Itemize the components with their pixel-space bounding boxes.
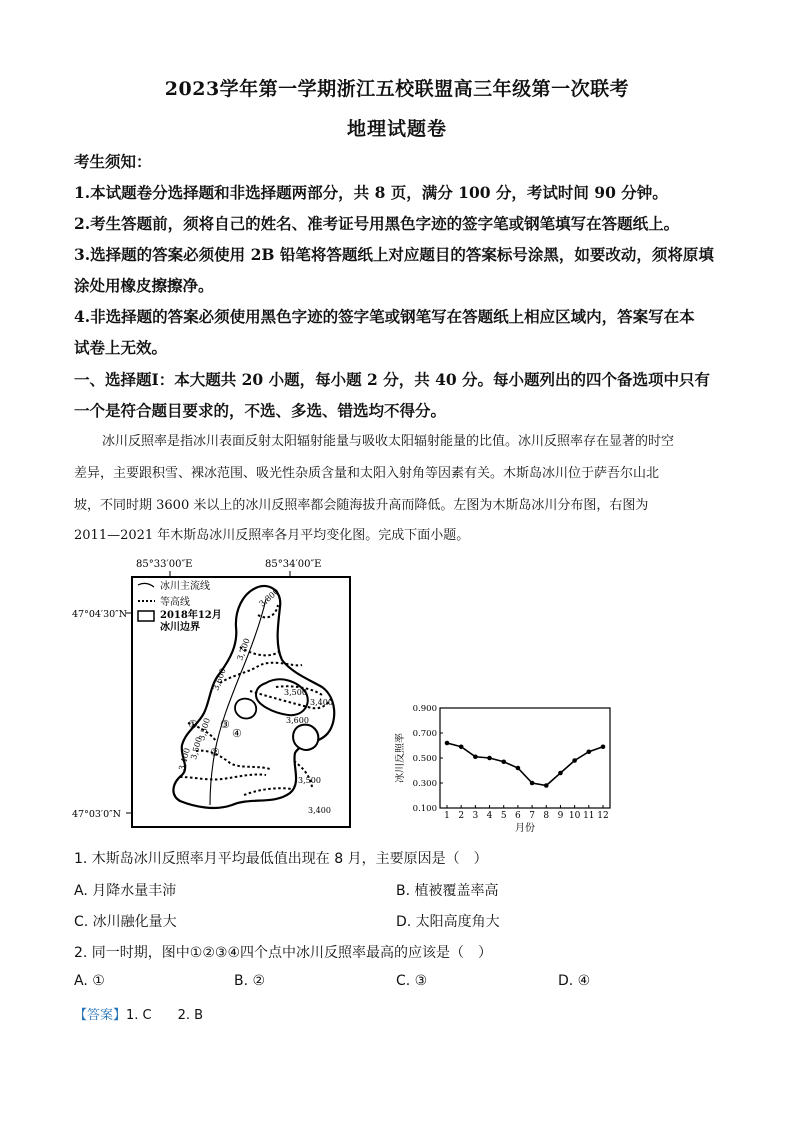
exam-title: 2023学年第一学期浙江五校联盟高三年级第一次联考 bbox=[164, 78, 630, 100]
x-tick-label: 7 bbox=[529, 811, 535, 821]
question-2-stem: 2. 同一时期，图中①②③④四个点中冰川反照率最高的应该是（ ） bbox=[74, 945, 493, 961]
question-2-option-d[interactable]: D. ④ bbox=[558, 973, 591, 989]
x-tick-label: 11 bbox=[583, 811, 595, 821]
map-lat-top: 47°04′30″N bbox=[72, 609, 128, 620]
svg-text:3,500: 3,500 bbox=[197, 717, 212, 742]
albedo-point bbox=[601, 744, 606, 749]
y-tick-label: 0.900 bbox=[412, 704, 437, 714]
x-tick-label: 12 bbox=[597, 811, 609, 821]
question-2-option-b[interactable]: B. ② bbox=[234, 973, 266, 989]
x-tick-label: 6 bbox=[515, 811, 521, 821]
albedo-point bbox=[516, 766, 521, 771]
x-tick-label: 1 bbox=[444, 811, 450, 821]
question-1-option-d[interactable]: D. 太阳高度角大 bbox=[396, 914, 500, 930]
albedo-series-line bbox=[447, 743, 603, 786]
albedo-point bbox=[501, 759, 506, 764]
answer-label: 【答案】 bbox=[74, 1008, 127, 1023]
svg-text:3,500: 3,500 bbox=[189, 736, 204, 761]
x-tick-label: 10 bbox=[568, 811, 581, 821]
x-tick-label: 5 bbox=[500, 811, 507, 821]
passage-line-3: 坡，不同时期 3600 米以上的冰川反照率都会随海拔升高而降低。左图为木斯岛冰川分布图，右图为 bbox=[74, 498, 649, 513]
notice-item-2: 2.考生答题前，须将自己的姓名、准考证号用黑色字迹的签字笔或钢笔填写在答题纸上。 bbox=[74, 214, 680, 233]
albedo-point bbox=[459, 744, 464, 749]
notice-item-4-cont: 试卷上无效。 bbox=[74, 338, 168, 357]
question-1-option-c[interactable]: C. 冰川融化量大 bbox=[74, 914, 177, 930]
svg-text:3,400: 3,400 bbox=[308, 806, 331, 815]
x-tick-label: 8 bbox=[543, 811, 550, 821]
notice-item-1: 1.本试题卷分选择题和非选择题两部分，共 8 页，满分 100 分，考试时间 90 分钟。 bbox=[74, 183, 668, 202]
section-heading-line2: 一个是符合题目要求的，不选、多选、错选均不得分。 bbox=[74, 401, 447, 420]
svg-text:3,800: 3,800 bbox=[257, 586, 281, 609]
notice-heading: 考生须知： bbox=[74, 152, 152, 171]
point-4: ④ bbox=[232, 727, 242, 740]
x-tick-label: 3 bbox=[472, 811, 479, 821]
chart-ylabel: 冰川反照率 bbox=[395, 733, 406, 783]
passage-line-1: 冰川反照率是指冰川表面反射太阳辐射能量与吸收太阳辐射能量的比值。冰川反照率存在显著的时空 bbox=[102, 434, 675, 449]
map-lon-left: 85°33′00″E bbox=[136, 559, 193, 570]
svg-text:3,500: 3,500 bbox=[284, 688, 307, 697]
svg-text:3,600: 3,600 bbox=[286, 716, 309, 725]
glacier-map bbox=[70, 555, 360, 835]
y-tick-label: 0.500 bbox=[412, 754, 437, 764]
legend-flowline: 冰川主流线 bbox=[160, 581, 210, 592]
glacier-island-3 bbox=[235, 699, 256, 719]
albedo-point bbox=[445, 741, 450, 746]
question-1-option-b[interactable]: B. 植被覆盖率高 bbox=[396, 883, 499, 899]
point-1: ① bbox=[188, 718, 198, 731]
legend-contour: 等高线 bbox=[160, 597, 190, 608]
answer-line bbox=[74, 1004, 203, 1023]
legend-boundary-l1: 2018年12月 bbox=[160, 610, 222, 621]
albedo-point bbox=[558, 771, 563, 776]
notice-item-3: 3.选择题的答案必须使用 2B 铅笔将答题纸上对应题目的答案标号涂黑，如要改动，须将原填 bbox=[74, 245, 714, 264]
svg-text:3,400: 3,400 bbox=[310, 698, 333, 707]
legend-boundary-l2: 冰川边界 bbox=[160, 622, 200, 633]
albedo-point bbox=[530, 781, 535, 786]
x-tick-label: 2 bbox=[458, 811, 465, 821]
svg-text:3,400: 3,400 bbox=[177, 747, 192, 772]
albedo-point bbox=[587, 749, 592, 754]
x-tick-label: 4 bbox=[486, 811, 493, 821]
map-lon-right: 85°34′00″E bbox=[265, 559, 322, 570]
question-2-option-c[interactable]: C. ③ bbox=[396, 973, 428, 989]
albedo-line-chart bbox=[395, 700, 625, 835]
notice-item-3-cont: 涂处用橡皮擦擦净。 bbox=[74, 276, 214, 295]
question-1-option-a[interactable]: A. 月降水量丰沛 bbox=[74, 883, 177, 899]
y-tick-label: 0.300 bbox=[412, 779, 437, 789]
y-tick-label: 0.700 bbox=[412, 729, 437, 739]
albedo-point bbox=[544, 783, 549, 788]
svg-text:3,600: 3,600 bbox=[211, 667, 228, 692]
albedo-point bbox=[487, 756, 492, 761]
map-lat-bottom: 47°03′0″N bbox=[72, 809, 121, 820]
glacier-island-2 bbox=[293, 725, 318, 750]
y-tick-label: 0.100 bbox=[412, 804, 437, 814]
notice-item-4: 4.非选择题的答案必须使用黑色字迹的签字笔或钢笔写在答题纸上相应区域内，答案写在本 bbox=[74, 307, 695, 326]
albedo-point bbox=[473, 754, 478, 759]
exam-subtitle: 地理试题卷 bbox=[346, 118, 447, 140]
passage-line-4: 2011—2021 年木斯岛冰川反照率各月平均变化图。完成下面小题。 bbox=[74, 528, 470, 543]
svg-text:3,500: 3,500 bbox=[298, 776, 321, 785]
passage-line-2: 差异，主要跟积雪、裸冰范围、吸光性杂质含量和太阳入射角等因素有关。木斯岛冰川位于萨吾尔山北 bbox=[74, 466, 660, 481]
question-2-option-a[interactable]: A. ① bbox=[74, 973, 105, 989]
section-heading-line1: 一、选择题Ⅰ：本大题共 20 小题，每小题 2 分，共 40 分。每小题列出的四个备选项中只有 bbox=[74, 370, 711, 389]
point-3: ③ bbox=[220, 718, 230, 731]
point-2: ② bbox=[210, 746, 220, 759]
answer-text: 1. C 2. B bbox=[126, 1008, 204, 1023]
chart-xlabel: 月份 bbox=[515, 823, 535, 834]
chart-plot-area bbox=[440, 708, 610, 808]
x-tick-label: 9 bbox=[557, 811, 564, 821]
svg-text:3,700: 3,700 bbox=[235, 637, 252, 662]
albedo-point bbox=[572, 758, 577, 763]
question-1-stem: 1. 木斯岛冰川反照率月平均最低值出现在 8 月，主要原因是（ ） bbox=[74, 851, 488, 867]
